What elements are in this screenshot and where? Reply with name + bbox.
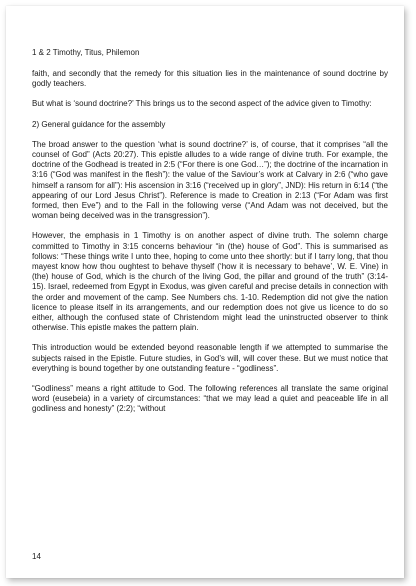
- document-page: [6, 6, 404, 578]
- paragraph: This introduction would be extended beyond reasonable length if we attempted to summarise the subjects raised in the Epistle. Future studies, in God’s will, will cover these. But we must notice that everything is bound together by one outstanding feature - “godliness”.: [32, 343, 388, 373]
- paragraph: faith, and secondly that the remedy for this situation lies in the maintenance of sound doctrine by godly teachers.: [32, 69, 388, 89]
- section-heading: 2) General guidance for the assembly: [32, 119, 166, 129]
- paragraph: But what is ‘sound doctrine?’ This brings us to the second aspect of the advice given to Timothy:: [32, 99, 372, 109]
- body-text: [32, 69, 388, 425]
- running-head: 1 & 2 Timothy, Titus, Philemon: [32, 48, 140, 57]
- page-number: 14: [32, 552, 41, 561]
- paragraph: “Godliness” means a right attitude to God. The following references all translate the same original word (eusebeia) in a variety of circumstances: “that we may lead a quiet and peaceable life in all godliness and honesty” (2:2); “without: [32, 384, 388, 414]
- paragraph: The broad answer to the question ‘what is sound doctrine?’ is, of course, that it comprises “all the counsel of God” (Acts 20:27). This epistle alludes to a wide range of divine truth. For example, the doctrine of the Godhead is treated in 2:5 (“For there is one God…”); the doctrine of the incarnation in 3:16 (“God was manifest in the flesh”): the value of the Saviour’s work at Calvary in 2:6 (“who gave himself a ransom for all”): His ascension in 3:16 (“received up in glory”, JND): His return in 6:14 (“the appearing of our Lord Jesus Christ”). Reference is made to Creation in 2:13 (“For Adam was first formed, then Eve”) and to the Fall in the following verse (“And Adam was not deceived, but the woman being deceived was in the transgression”).: [32, 139, 388, 221]
- paragraph: However, the emphasis in 1 Timothy is on another aspect of divine truth. The solemn charge committed to Timothy in 3:15 concerns behaviour “in (the) house of God”. This is summarised as follows: “These things write I unto thee, hoping to come unto thee shortly: but if I tarry long, that thou mayest know how thou oughtest to behave thyself (‘how it is necessary to behave’, W. E. Vine) in (the) house of God, which is the church of the living God, the pillar and ground of the truth” (3:14-15). Israel, redeemed from Egypt in Exodus, was given careful and precise details in connection with the order and movement of the camp. See Numbers chs. 1-10. Redemption did not give the nation licence to please itself in its arrangements, and our redemption does not give us licence to do so either, although the confused state of Christendom might lead the uninstructed observer to think otherwise. This epistle makes the pattern plain.: [32, 231, 388, 333]
